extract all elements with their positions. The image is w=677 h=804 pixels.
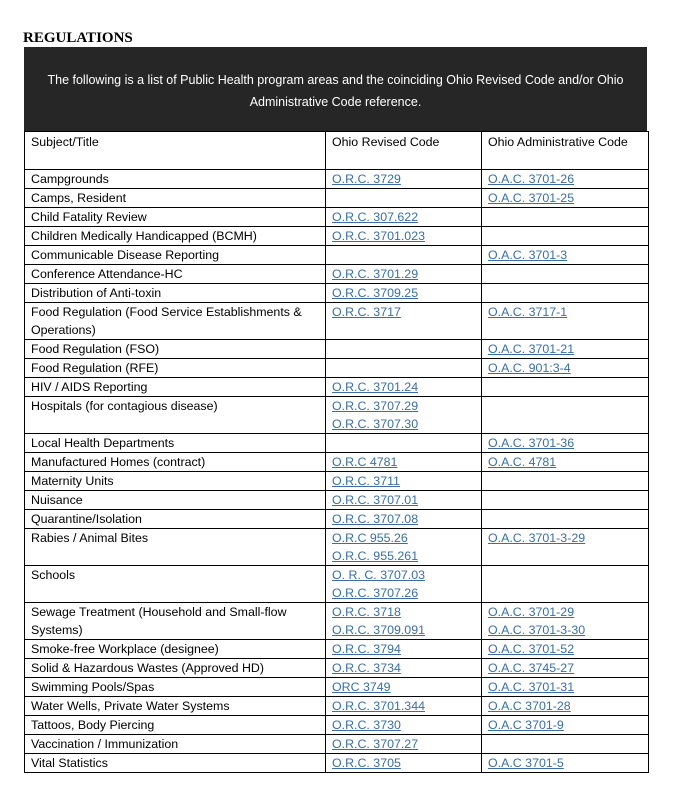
oac-link[interactable]: O.A.C. 3701-25 (488, 191, 575, 205)
orc-link[interactable]: O.R.C. 3707.26 (332, 586, 419, 600)
oac-cell (482, 303, 649, 340)
oac-link[interactable]: O.A.C 3701-28 (488, 699, 571, 713)
subject-title: Smoke-free Workplace (designee) (31, 642, 219, 656)
orc-cell (326, 697, 482, 716)
oac-cell (482, 716, 649, 735)
subject-title: Vital Statistics (31, 756, 108, 770)
subject-title: Solid & Hazardous Wastes (Approved HD) (31, 661, 264, 675)
subject-title: Food Regulation (FSO) (31, 342, 160, 356)
orc-cell (326, 510, 482, 529)
orc-link[interactable]: O.R.C. 3709.091 (332, 623, 425, 637)
table-row (25, 227, 649, 246)
subject-cell (25, 566, 326, 603)
subject-cell (25, 378, 326, 397)
orc-link[interactable]: O.R.C. 3701.24 (332, 380, 419, 394)
subject-title: Conference Attendance-HC (31, 267, 183, 281)
oac-link[interactable]: O.A.C. 3701-31 (488, 680, 575, 694)
oac-cell (482, 189, 649, 208)
table-row (25, 697, 649, 716)
table-row (25, 284, 649, 303)
column-header-orc: Ohio Revised Code (326, 132, 482, 170)
orc-cell (326, 359, 482, 378)
subject-title: Tattoos, Body Piercing (31, 718, 155, 732)
subject-cell (25, 659, 326, 678)
table-row (25, 472, 649, 491)
oac-link[interactable]: O.A.C. 3701-36 (488, 436, 575, 450)
orc-cell (326, 491, 482, 510)
orc-cell (326, 284, 482, 303)
oac-cell (482, 227, 649, 246)
oac-link[interactable]: O.A.C. 3701-3 (488, 248, 568, 262)
oac-cell (482, 170, 649, 189)
orc-cell (326, 640, 482, 659)
subject-title: Schools (31, 568, 76, 582)
subject-cell (25, 303, 326, 340)
oac-cell (482, 246, 649, 265)
oac-cell (482, 434, 649, 453)
orc-link[interactable]: O.R.C. 955.261 (332, 549, 419, 563)
orc-cell (326, 208, 482, 227)
subject-title: Campgrounds (31, 172, 109, 186)
table-row (25, 265, 649, 284)
table-row (25, 659, 649, 678)
subject-title: Children Medically Handicapped (BCMH) (31, 229, 257, 243)
orc-cell (326, 227, 482, 246)
orc-link[interactable]: ORC 3749 (332, 680, 391, 694)
table-row (25, 735, 649, 754)
orc-link[interactable]: O.R.C. 3701.023 (332, 229, 425, 243)
subject-title: Local Health Departments (31, 436, 175, 450)
subject-title: Rabies / Animal Bites (31, 531, 149, 545)
subject-cell (25, 340, 326, 359)
table-row (25, 378, 649, 397)
oac-cell (482, 491, 649, 510)
oac-link[interactable]: O.A.C. 3701-21 (488, 342, 575, 356)
orc-cell (326, 397, 482, 434)
oac-cell (482, 378, 649, 397)
subject-title: Child Fatality Review (31, 210, 147, 224)
orc-cell (326, 754, 482, 773)
orc-link[interactable]: O.R.C. 3701.344 (332, 699, 425, 713)
subject-cell (25, 735, 326, 754)
subject-title: Sewage Treatment (Household and Small-flow Systems) (31, 605, 287, 637)
subject-cell (25, 529, 326, 566)
table-row (25, 678, 649, 697)
oac-cell (482, 640, 649, 659)
orc-link[interactable]: O.R.C. 3718 (332, 605, 401, 619)
table-row (25, 359, 649, 378)
subject-cell (25, 246, 326, 265)
orc-link[interactable]: O.R.C. 3707.29 (332, 399, 419, 413)
oac-cell (482, 603, 649, 640)
oac-link[interactable]: O.A.C. 3745-27 (488, 661, 575, 675)
orc-cell (326, 735, 482, 754)
table-row (25, 303, 649, 340)
subject-cell (25, 189, 326, 208)
table-row (25, 189, 649, 208)
oac-link[interactable]: O.A.C. 3701-3-30 (488, 623, 586, 637)
orc-link[interactable]: O.R.C. 3705 (332, 756, 401, 770)
oac-cell (482, 735, 649, 754)
oac-link[interactable]: O.A.C. 3701-3-29 (488, 531, 586, 545)
subject-cell (25, 397, 326, 434)
orc-cell (326, 170, 482, 189)
subject-cell (25, 453, 326, 472)
table-row (25, 208, 649, 227)
subject-title: Food Regulation (Food Service Establishments & Operations) (31, 305, 302, 337)
subject-cell (25, 434, 326, 453)
subject-cell (25, 265, 326, 284)
subject-title: Camps, Resident (31, 191, 127, 205)
subject-cell (25, 227, 326, 246)
subject-cell (25, 170, 326, 189)
orc-cell (326, 716, 482, 735)
oac-link[interactable]: O.A.C. 901:3-4 (488, 361, 571, 375)
orc-cell (326, 659, 482, 678)
table-row (25, 453, 649, 472)
orc-cell (326, 265, 482, 284)
page-title: REGULATIONS (23, 30, 133, 46)
orc-cell (326, 378, 482, 397)
subject-title: Quarantine/Isolation (31, 512, 142, 526)
orc-link[interactable]: O.R.C. 3734 (332, 661, 401, 675)
oac-cell (482, 284, 649, 303)
subject-title: Water Wells, Private Water Systems (31, 699, 230, 713)
subject-cell (25, 284, 326, 303)
orc-link[interactable]: O.R.C. 3717 (332, 305, 401, 319)
table-row (25, 716, 649, 735)
table-row (25, 510, 649, 529)
subject-cell (25, 640, 326, 659)
table-row (25, 640, 649, 659)
orc-cell (326, 603, 482, 640)
orc-link[interactable]: O.R.C. 3701.29 (332, 267, 419, 281)
table-row (25, 340, 649, 359)
subject-title: Distribution of Anti-toxin (31, 286, 162, 300)
subject-cell (25, 208, 326, 227)
subject-cell (25, 754, 326, 773)
oac-link[interactable]: O.A.C 3701-5 (488, 756, 564, 770)
orc-link[interactable]: O. R. C. 3707.03 (332, 568, 425, 582)
subject-title: Maternity Units (31, 474, 114, 488)
oac-cell (482, 359, 649, 378)
orc-cell (326, 434, 482, 453)
subject-title: Food Regulation (RFE) (31, 361, 159, 375)
table-row (25, 566, 649, 603)
subject-cell (25, 697, 326, 716)
table-row (25, 491, 649, 510)
oac-link[interactable]: O.A.C. 3701-52 (488, 642, 575, 656)
oac-cell (482, 529, 649, 566)
subject-title: Nuisance (31, 493, 83, 507)
subject-title: Manufactured Homes (contract) (31, 455, 206, 469)
orc-cell (326, 453, 482, 472)
column-header-oac: Ohio Administrative Code (482, 132, 649, 170)
orc-cell (326, 678, 482, 697)
subject-title: Vaccination / Immunization (31, 737, 179, 751)
oac-cell (482, 659, 649, 678)
orc-cell (326, 566, 482, 603)
table-row (25, 529, 649, 566)
oac-link[interactable]: O.A.C. 3701-29 (488, 605, 575, 619)
orc-link[interactable]: O.R.C 955.26 (332, 531, 408, 545)
orc-cell (326, 303, 482, 340)
oac-cell (482, 510, 649, 529)
oac-cell (482, 453, 649, 472)
orc-link[interactable]: O.R.C. 3707.01 (332, 493, 419, 507)
orc-link[interactable]: O.R.C. 3729 (332, 172, 401, 186)
oac-cell (482, 340, 649, 359)
subject-cell (25, 491, 326, 510)
table-row (25, 397, 649, 434)
oac-link[interactable]: O.A.C. 3701-26 (488, 172, 575, 186)
oac-cell (482, 697, 649, 716)
orc-cell (326, 246, 482, 265)
orc-link[interactable]: O.R.C. 3707.08 (332, 512, 419, 526)
oac-cell (482, 472, 649, 491)
oac-link[interactable]: O.A.C 3701-9 (488, 718, 564, 732)
subject-cell (25, 716, 326, 735)
table-row (25, 170, 649, 189)
oac-link[interactable]: O.A.C. 3717-1 (488, 305, 568, 319)
subject-cell (25, 678, 326, 697)
table-row (25, 754, 649, 773)
orc-link[interactable]: O.R.C. 3707.27 (332, 737, 419, 751)
oac-cell (482, 754, 649, 773)
subject-title: HIV / AIDS Reporting (31, 380, 148, 394)
subject-cell (25, 472, 326, 491)
subject-title: Swimming Pools/Spas (31, 680, 155, 694)
regulations-table (24, 131, 649, 773)
orc-link[interactable]: O.R.C. 3707.30 (332, 417, 419, 431)
oac-link[interactable]: O.A.C. 4781 (488, 455, 557, 469)
column-header-subject: Subject/Title (25, 132, 326, 170)
orc-link[interactable]: O.R.C. 3794 (332, 642, 401, 656)
oac-cell (482, 208, 649, 227)
intro-banner: The following is a list of Public Health program areas and the coinciding Ohio Revised Code and/or Ohio Administrative Code reference. (24, 47, 647, 132)
subject-cell (25, 603, 326, 640)
subject-title: Communicable Disease Reporting (31, 248, 220, 262)
subject-title: Hospitals (for contagious disease) (31, 399, 218, 413)
orc-link[interactable]: O.R.C. 3709.25 (332, 286, 419, 300)
orc-cell (326, 529, 482, 566)
header-row (25, 132, 649, 170)
orc-link[interactable]: O.R.C 4781 (332, 455, 398, 469)
table-row (25, 434, 649, 453)
orc-link[interactable]: O.R.C. 3730 (332, 718, 401, 732)
orc-link[interactable]: O.R.C. 3711 (332, 474, 400, 488)
orc-cell (326, 340, 482, 359)
table-row (25, 603, 649, 640)
orc-cell (326, 472, 482, 491)
orc-link[interactable]: O.R.C. 307.622 (332, 210, 419, 224)
oac-cell (482, 265, 649, 284)
oac-cell (482, 397, 649, 434)
oac-cell (482, 678, 649, 697)
oac-cell (482, 566, 649, 603)
table-row (25, 246, 649, 265)
subject-cell (25, 359, 326, 378)
orc-cell (326, 189, 482, 208)
subject-cell (25, 510, 326, 529)
